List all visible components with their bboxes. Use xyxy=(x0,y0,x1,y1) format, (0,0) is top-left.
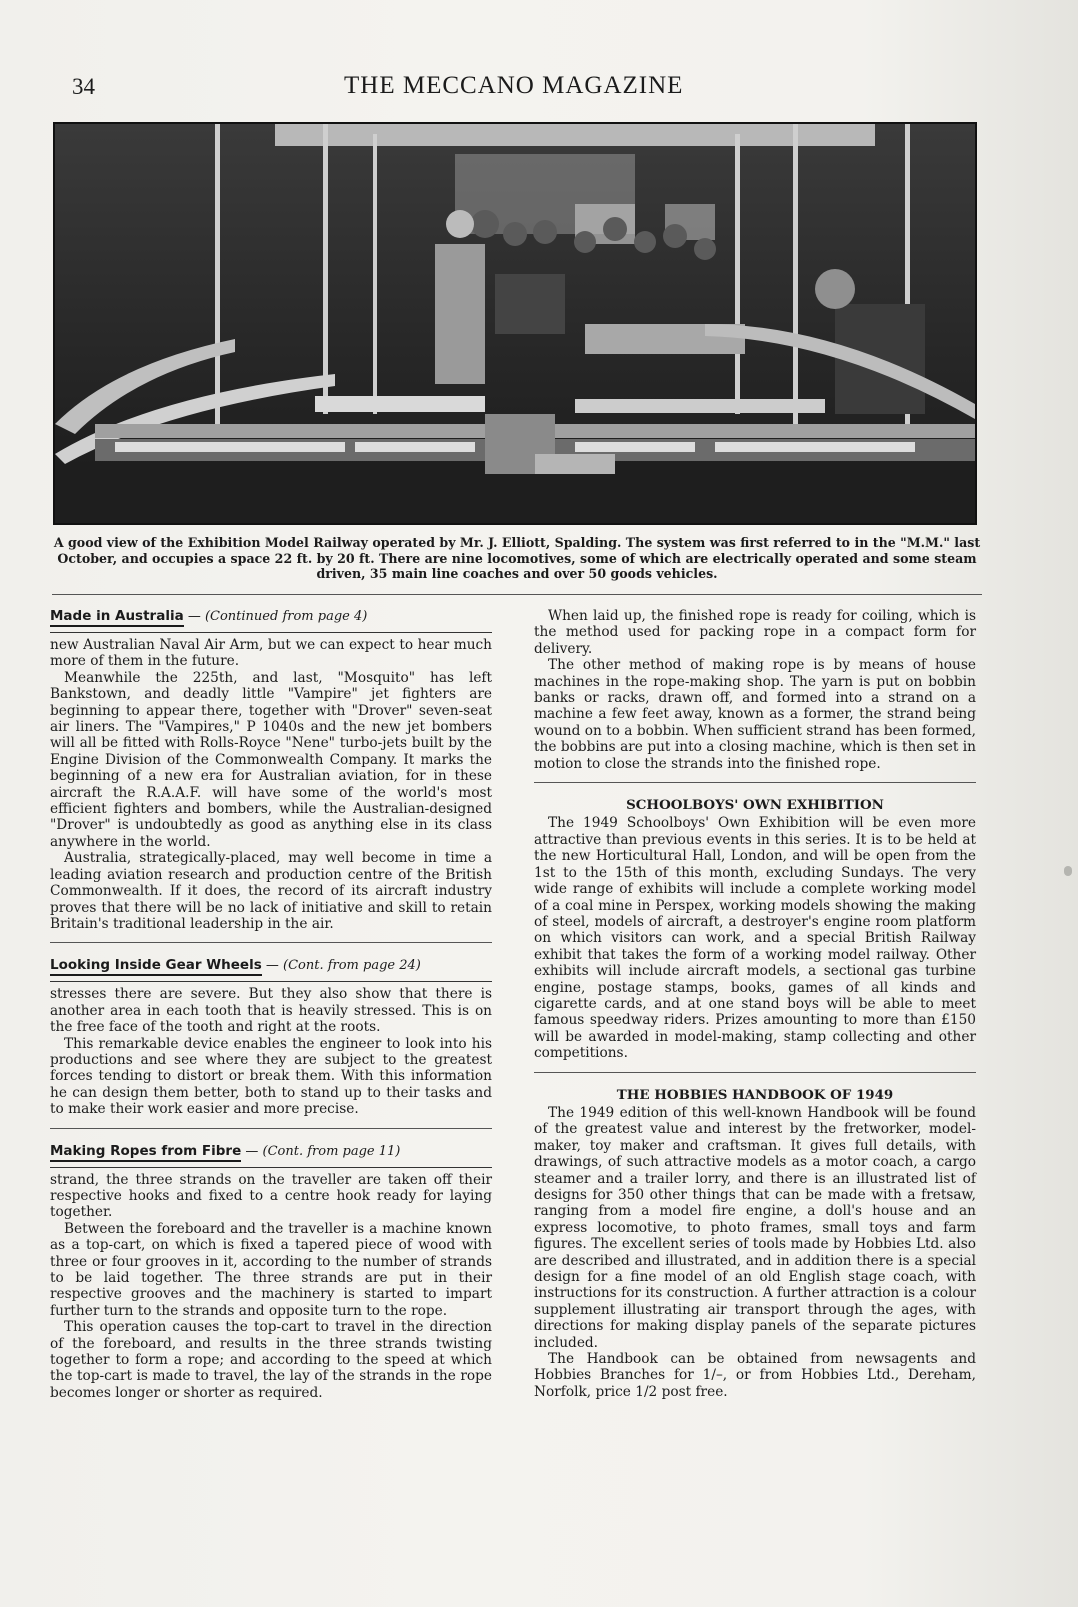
model-railway-photo xyxy=(53,122,977,525)
section-rule xyxy=(50,981,492,982)
australia-continued: (Continued from page 4) xyxy=(204,609,368,624)
gear-heading: Looking Inside Gear Wheels — (Cont. from page 24) xyxy=(50,957,492,979)
section-divider xyxy=(50,1128,492,1129)
section-divider xyxy=(534,1072,976,1073)
magazine-title: THE MECCANO MAGAZINE xyxy=(344,72,684,99)
paragraph: This remarkable device enables the engineer to look into his productions and see where they are subject to the greatest forces tending to distort or break them. With this information he can design them better, both to stand up to their tasks and to make their work easier and more precise. xyxy=(50,1035,492,1118)
australia-heading: Made in Australia — (Continued from page 4) xyxy=(50,608,492,630)
section-divider xyxy=(50,942,492,943)
australia-title: Made in Australia xyxy=(50,608,184,627)
paragraph: Australia, strategically-placed, may well become in time a leading aviation research and production centre of the British Commonwealth. If it does, the record of its aircraft industry proves that there will be no lack of initiative and skill to retain Britain's traditional leadership in the air. xyxy=(50,850,492,932)
photo-illustration xyxy=(55,124,975,523)
paragraph: The 1949 edition of this well-known Handbook will be found of the greatest value and interest by the fretworker, model-maker, toy maker and craftsman. It gives full details, with drawings, of such attractive models as a motor coach, a cargo steamer and a trailer lorry, and there is an illustrated list of designs for 350 other things that can be made with a fretsaw, ranging from a model fire engine, a doll's house and an express locomotive, to photo frames, small toys and farm figures. The excellent series of tools made by Hobbies Ltd. also are described and illustrated, and in addition there is a special design for a fine model of an old English stage coach, with instructions for its construction. A further attraction is a colour supplement illustrating air transport through the ages, with directions for making display panels of the separate pictures included. xyxy=(534,1104,976,1351)
section-divider xyxy=(534,782,976,783)
paragraph: stresses there are severe. But they also show that there is another area in each tooth that is heavily stressed. This is on the free face of the tooth and right at the roots. xyxy=(50,986,492,1036)
ropes-continued: (Cont. from page 11) xyxy=(262,1143,401,1159)
gear-title: Looking Inside Gear Wheels xyxy=(50,957,262,976)
right-column xyxy=(534,608,976,1400)
caption-divider xyxy=(52,594,982,595)
paragraph: The other method of making rope is by means of house machines in the rope-making shop. The yarn is put on bobbin banks or racks, drawn off, and formed into a strand on a machine a few feet away, known as a former, the strand being wound on to a bobbin. When sufficient strand has been formed, the bobbins are put into a closing machine, which is then set in motion to close the strands into the finished rope. xyxy=(534,657,976,772)
hobbies-title: THE HOBBIES HANDBOOK OF 1949 xyxy=(616,1086,894,1103)
section-rule xyxy=(50,1167,492,1168)
paragraph: strand, the three strands on the traveller are taken off their respective hooks and fixed to a centre hook ready for laying together. xyxy=(50,1171,492,1221)
section-rule xyxy=(50,632,492,633)
paragraph: Meanwhile the 225th, and last, "Mosquito" has left Bankstown, and deadly little "Vampire" jet fighters are beginning to appear there, together with "Drover" seven-seat air liners. The "Vampires," P 1040s and the new jet bombers will all be fitted with Rolls-Royce "Nene" turbo-jets built by the Engine Division of the Commonwealth Company. It marks the beginning of a new era for Australian aviation, for in these aircraft the R.A.A.F. will have some of the world's most efficient fighters and bombers, while the Australian-designed "Drover" is undoubtedly as good as anything else in its class anywhere in the world. xyxy=(50,669,492,850)
schoolboys-title: SCHOOLBOYS' OWN EXHIBITION xyxy=(626,797,884,814)
paragraph: When laid up, the finished rope is ready for coiling, which is the method used for packing rope in a compact form for delivery. xyxy=(534,608,976,657)
photo-caption: A good view of the Exhibition Model Railway operated by Mr. J. Elliott, Spalding. The system was first referred to in the "M.M." last October, and occupies a space 22 ft. by 20 ft. There are nine locomotives, some of which are electrically operated and some steam driven, 35 main line coaches and over 50 goods vehicles. xyxy=(53,535,981,581)
ropes-heading: Making Ropes from Fibre — (Cont. from page 11) xyxy=(50,1143,492,1165)
binding-hole-mark xyxy=(1064,866,1072,876)
page-number: 34 xyxy=(72,74,95,99)
paragraph: The 1949 Schoolboys' Own Exhibition will be even more attractive than previous events in this series. It is to be held at the new Horticultural Hall, London, and will be open from the 1st to the 15th of this month, excluding Sundays. The very wide range of exhibits will include a complete working model of a coal mine in Perspex, working models showing the making of steel, models of aircraft, a destroyer's engine room platform on which visitors can work, and a special British Railway exhibit that takes the form of a working model railway. Other exhibits will include aircraft models, a sectional gas turbine engine, postage stamps, books, games of all kinds and cigarette cards, and at one stand boys will be able to meet famous speedway riders. Prizes amounting to more than £150 will be awarded in model-making, stamp collecting and other competitions. xyxy=(534,815,976,1062)
ropes-title: Making Ropes from Fibre xyxy=(50,1143,241,1162)
left-column xyxy=(50,608,492,1401)
gear-continued: (Cont. from page 24) xyxy=(283,958,421,974)
running-head xyxy=(72,70,972,110)
paragraph: new Australian Naval Air Arm, but we can expect to hear much more of them in the future. xyxy=(50,637,492,670)
paragraph: This operation causes the top-cart to travel in the direction of the foreboard, and results in the three strands twisting together to form a rope; and according to the speed at which the top-cart is made to travel, the lay of the strands in the rope becomes longer or shorter as required. xyxy=(50,1319,492,1401)
paragraph: Between the foreboard and the traveller is a machine known as a top-cart, on which is fixed a tapered piece of wood with three or four grooves in it, according to the number of strands to be laid together. The three strands are put in their respective grooves and the machinery is started to impart further turn to the strands and opposite turn to the rope. xyxy=(50,1220,492,1319)
paragraph: The Handbook can be obtained from newsagents and Hobbies Branches for 1/–, or from Hobbies Ltd., Dereham, Norfolk, price 1/2 post free. xyxy=(534,1351,976,1400)
